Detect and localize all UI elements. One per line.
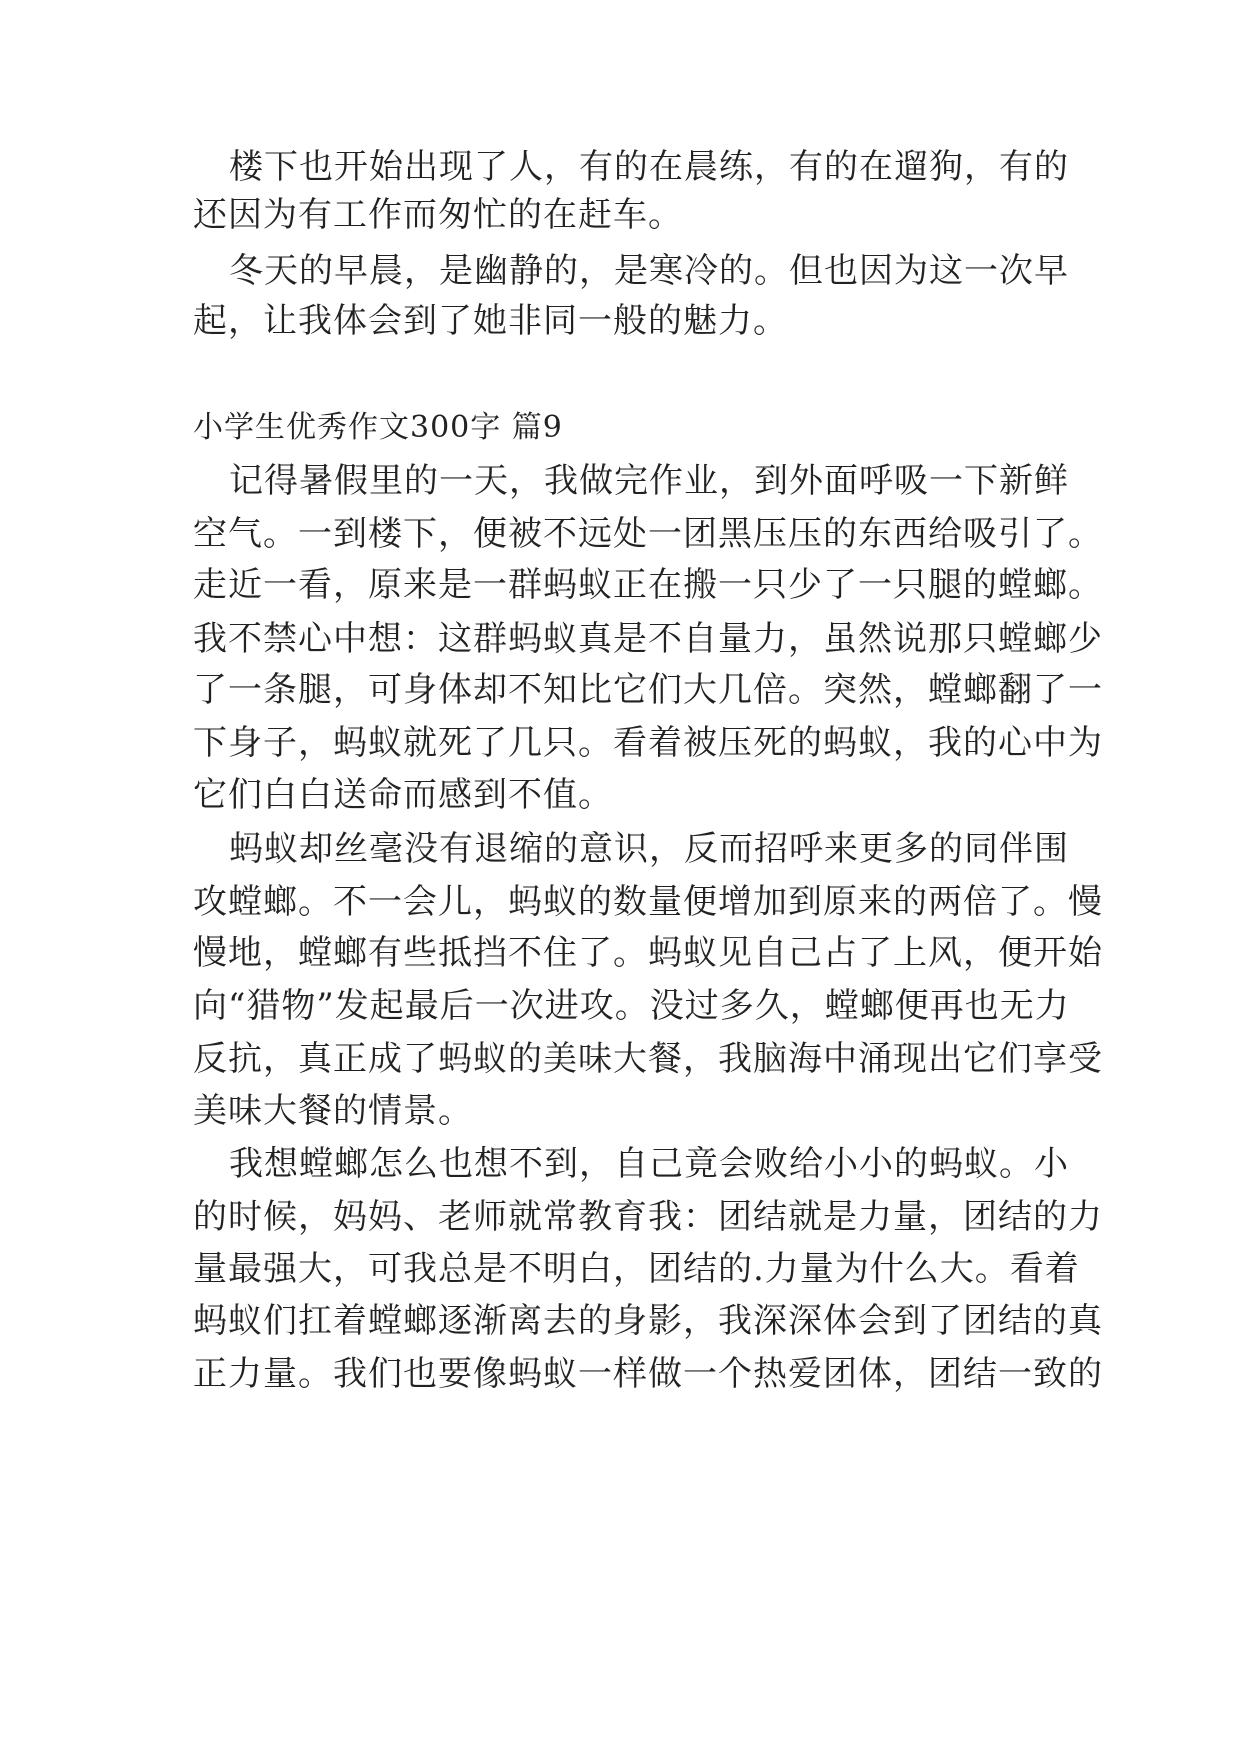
- paragraph-line: 向“猎物”发起最后一次进攻。没过多久，螳螂便再也无力: [193, 986, 1070, 1026]
- paragraph-line: 反抗，真正成了蚂蚁的美味大餐，我脑海中涌现出它们享受: [193, 1039, 1103, 1079]
- paragraph-line: 我想螳螂怎么也想不到，自己竟会败给小小的蚂蚁。小: [229, 1144, 1069, 1184]
- paragraph-line: 的时候，妈妈、老师就常教育我：团结就是力量，团结的力: [193, 1197, 1103, 1237]
- section-heading: 小学生优秀作文300字 篇9: [193, 410, 563, 445]
- paragraph-line: 蚂蚁们扛着螳螂逐渐离去的身影，我深深体会到了团结的真: [193, 1301, 1103, 1341]
- paragraph-line: 起，让我体会到了她非同一般的魅力。: [193, 301, 788, 341]
- paragraph-line: 美味大餐的情景。: [193, 1091, 473, 1131]
- paragraph-line: 冬天的早晨，是幽静的，是寒冷的。但也因为这一次早: [229, 251, 1069, 291]
- paragraph-line: 空气。一到楼下，便被不远处一团黑压压的东西给吸引了。: [193, 514, 1103, 554]
- paragraph-line: 攻螳螂。不一会儿，蚂蚁的数量便增加到原来的两倍了。慢: [193, 882, 1103, 922]
- paragraph-line: 了一条腿，可身体却不知比它们大几倍。突然，螳螂翻了一: [193, 670, 1103, 710]
- paragraph-line: 它们白白送命而感到不值。: [193, 775, 613, 815]
- paragraph-line: 楼下也开始出现了人，有的在晨练，有的在遛狗，有的: [229, 147, 1069, 187]
- paragraph-line: 还因为有工作而匆忙的在赶车。: [193, 195, 683, 235]
- paragraph-line: 正力量。我们也要像蚂蚁一样做一个热爱团体，团结一致的: [193, 1354, 1103, 1394]
- paragraph-line: 慢地，螳螂有些抵挡不住了。蚂蚁见自己占了上风，便开始: [193, 933, 1103, 973]
- paragraph-line: 我不禁心中想：这群蚂蚁真是不自量力，虽然说那只螳螂少: [193, 619, 1103, 659]
- paragraph-line: 下身子，蚂蚁就死了几只。看着被压死的蚂蚁，我的心中为: [193, 723, 1103, 763]
- paragraph-line: 走近一看，原来是一群蚂蚁正在搬一只少了一只腿的螳螂。: [193, 565, 1103, 605]
- paragraph-line: 记得暑假里的一天，我做完作业，到外面呼吸一下新鲜: [229, 461, 1069, 501]
- paragraph-line: 量最强大，可我总是不明白，团结的.力量为什么大。看着: [193, 1249, 1080, 1289]
- paragraph-line: 蚂蚁却丝毫没有退缩的意识，反而招呼来更多的同伴围: [229, 829, 1069, 869]
